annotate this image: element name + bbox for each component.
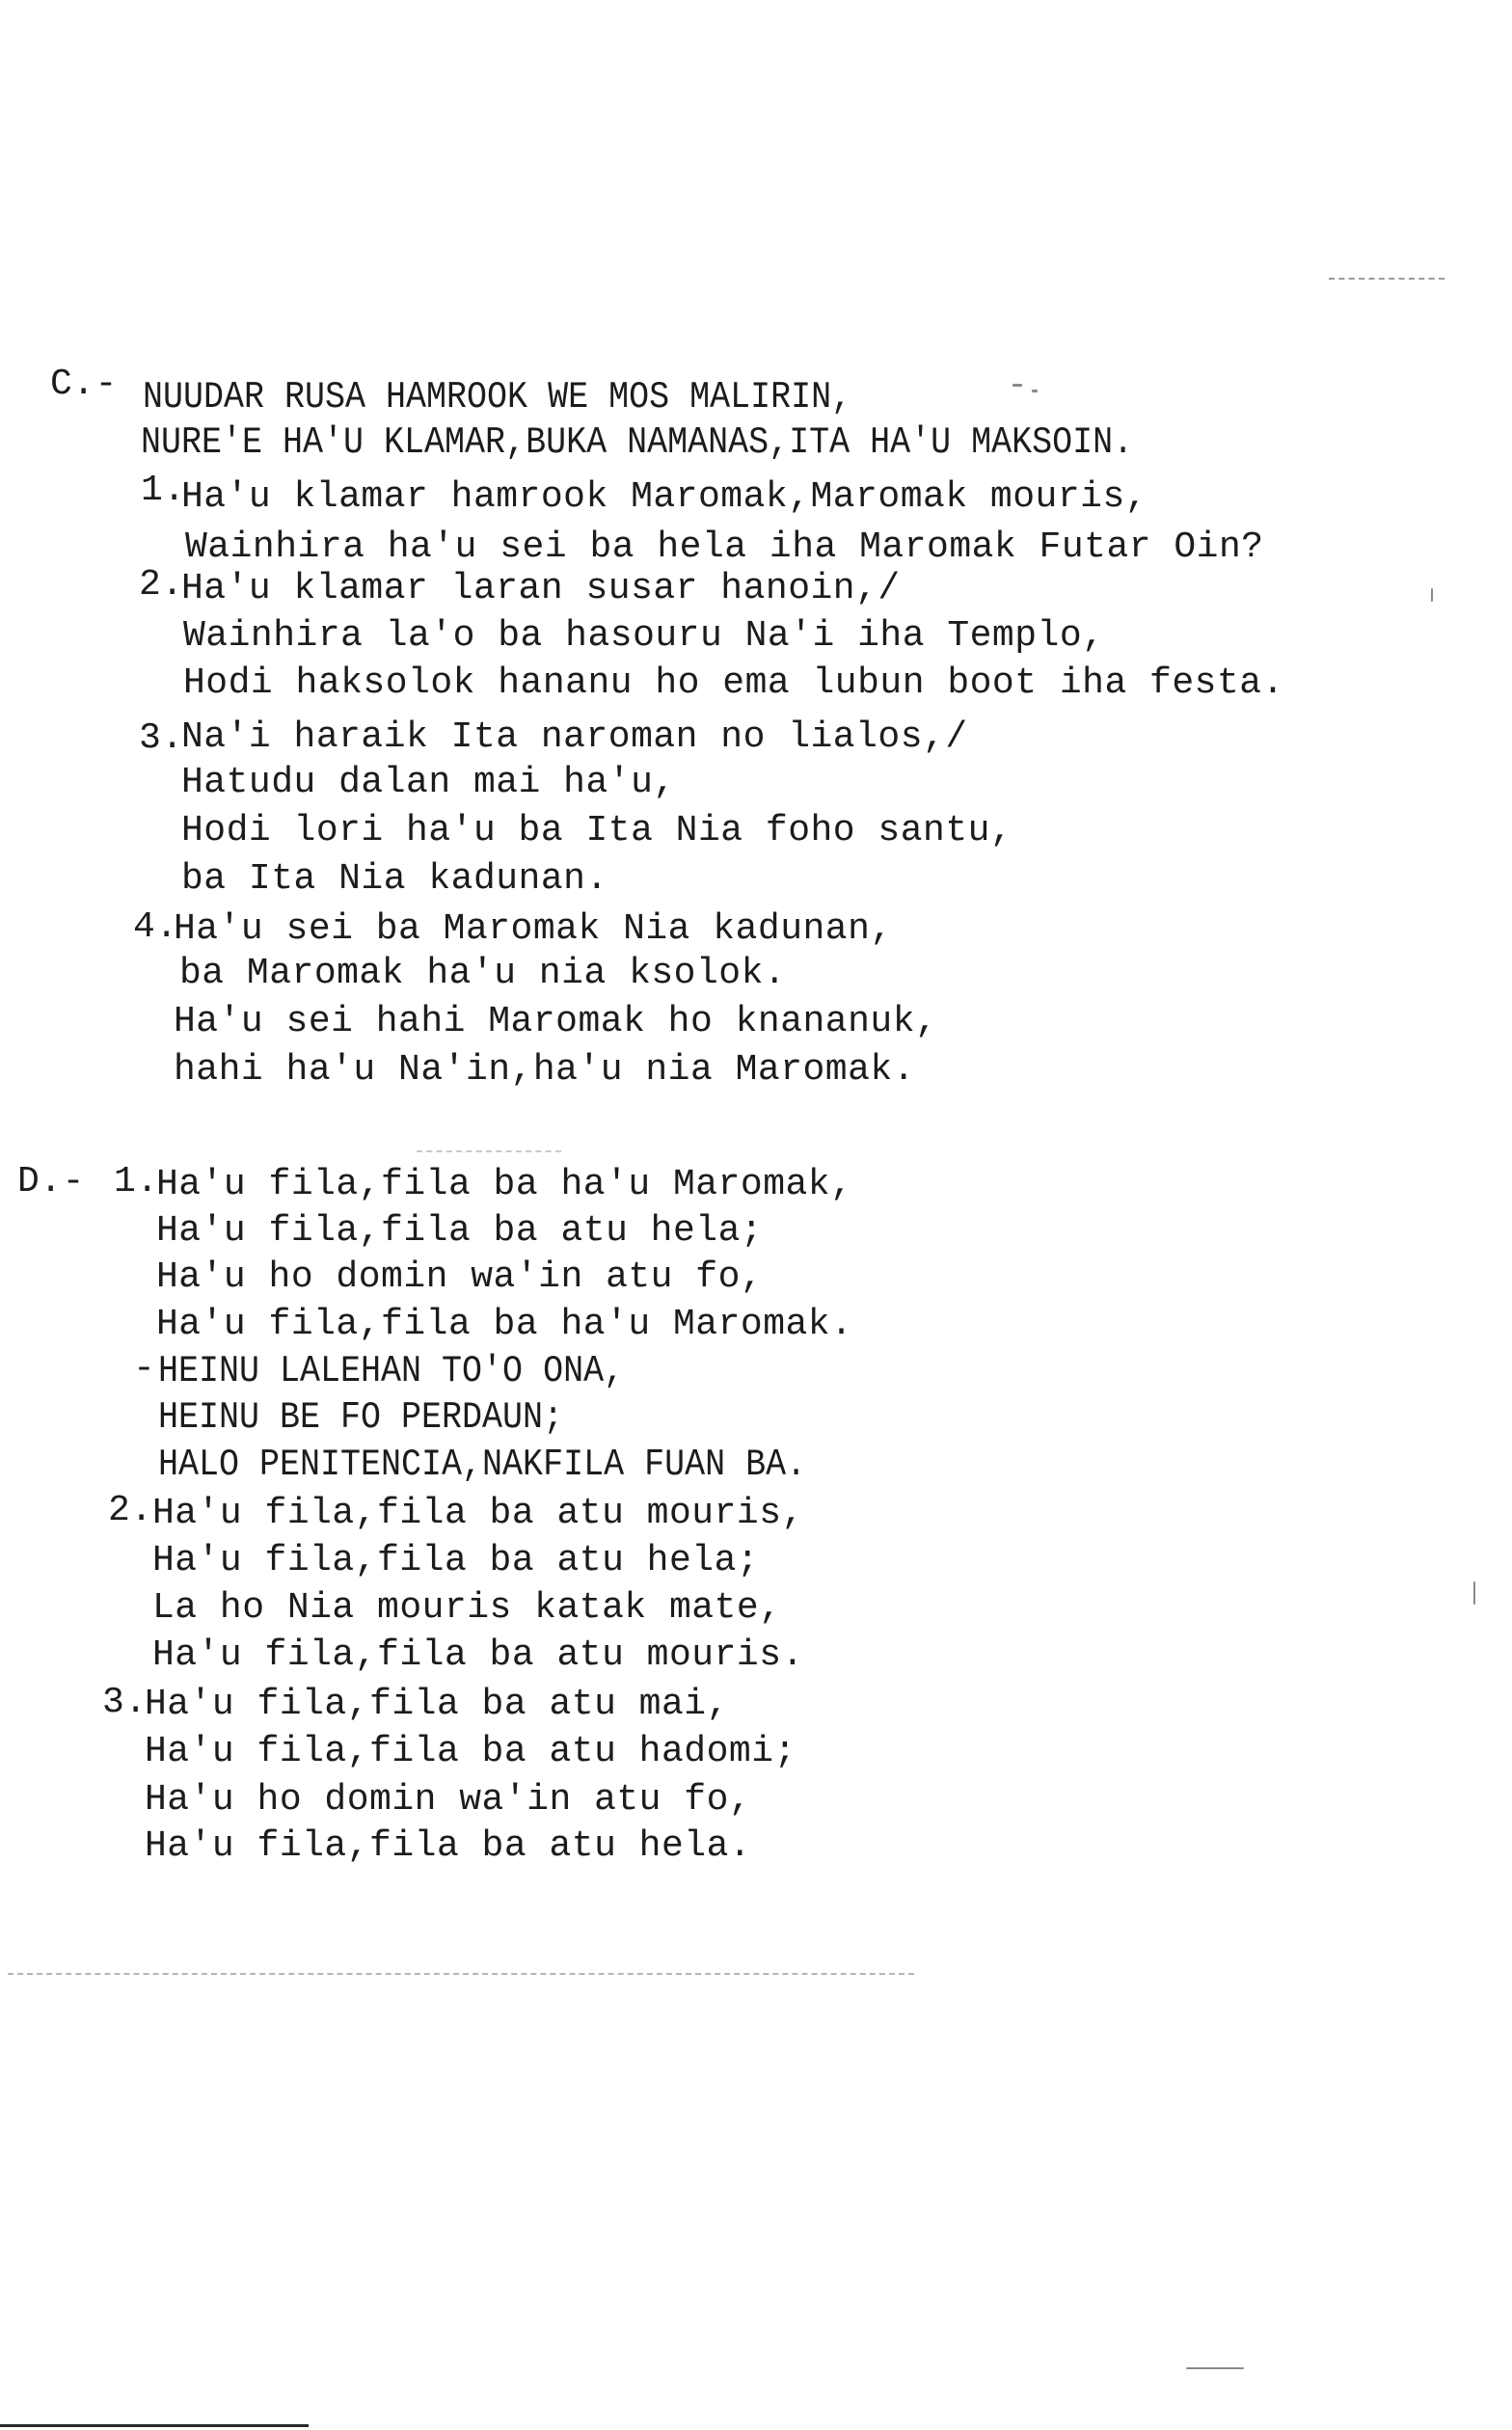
verse-line: Ha'u fila,fila ba ha'u Maromak. — [156, 1304, 853, 1345]
page-bottom-rule — [0, 2424, 309, 2427]
verse-line: ba Ita Nia kadunan. — [181, 858, 608, 900]
verse-number: 3. — [139, 717, 184, 759]
verse-number: 4. — [133, 906, 178, 948]
verse-line: Hodi haksolok hananu ho ema lubun boot iha festa. — [183, 662, 1284, 704]
verse-number: 1. — [114, 1161, 159, 1202]
scan-mark-top — [1329, 278, 1444, 280]
verse-number: 3. — [102, 1682, 148, 1723]
scan-speck — [1431, 588, 1433, 602]
verse-line: Ha'u klamar laran susar hanoin,/ — [181, 568, 901, 609]
section-c-heading-2: NURE'E HA'U KLAMAR,BUKA NAMANAS,ITA HA'U MAKSOIN. — [141, 420, 1134, 465]
refrain-line: HALO PENITENCIA,NAKFILA FUAN BA. — [158, 1443, 807, 1487]
verse-line: Ha'u klamar hamrook Maromak,Maromak mouris, — [181, 476, 1148, 518]
refrain-line: HEINU LALEHAN TO'O ONA, — [158, 1349, 625, 1393]
verse-line: Ha'u fila,fila ba atu mai, — [145, 1684, 729, 1725]
section-d-label: D.- — [17, 1161, 85, 1202]
section-c-heading-1: NUUDAR RUSA HAMROOK WE MOS MALIRIN, — [143, 375, 852, 419]
verse-line: Ha'u sei hahi Maromak ho knananuk, — [174, 1001, 938, 1042]
verse-number: 2. — [108, 1490, 153, 1531]
verse-line: Ha'u fila,fila ba atu hela; — [152, 1540, 760, 1581]
verse-line: Ha'u fila,fila ba atu hela; — [156, 1210, 764, 1252]
verse-line: Hodi lori ha'u ba Ita Nia foho santu, — [181, 810, 1013, 851]
verse-line: hahi ha'u Na'in,ha'u nia Maromak. — [174, 1049, 916, 1091]
section-c-label: C.- — [50, 364, 118, 405]
verse-number: 2. — [139, 564, 184, 606]
scan-speck — [1012, 384, 1022, 387]
verse-line: Na'i haraik Ita naroman no lialos,/ — [181, 716, 968, 758]
verse-line: Wainhira la'o ba hasouru Na'i iha Templo, — [183, 615, 1105, 657]
verse-number: 1. — [141, 470, 186, 511]
verse-line: Ha'u fila,fila ba ha'u Maromak, — [156, 1164, 853, 1205]
verse-line: La ho Nia mouris katak mate, — [152, 1587, 782, 1629]
verse-line: Wainhira ha'u sei ba hela iha Maromak Futar Oin? — [185, 526, 1264, 568]
scan-mark-lower — [8, 1973, 914, 1975]
verse-line: Ha'u fila,fila ba atu mouris, — [152, 1493, 804, 1534]
verse-line: Ha'u ho domin wa'in atu fo, — [145, 1779, 752, 1821]
refrain-dash: - — [133, 1348, 156, 1390]
scan-speck — [1032, 390, 1038, 392]
refrain-line: HEINU BE FO PERDAUN; — [158, 1395, 564, 1440]
verse-line: ba Maromak ha'u nia ksolok. — [179, 953, 787, 994]
verse-line: Ha'u fila,fila ba atu hela. — [145, 1825, 752, 1867]
verse-line: Ha'u fila,fila ba atu hadomi; — [145, 1731, 796, 1772]
section-separator — [417, 1150, 561, 1152]
scan-speck — [1186, 2367, 1244, 2369]
scan-speck — [1473, 1581, 1475, 1605]
verse-line: Ha'u sei ba Maromak Nia kadunan, — [174, 908, 893, 950]
verse-line: Ha'u ho domin wa'in atu fo, — [156, 1256, 764, 1298]
verse-line: Hatudu dalan mai ha'u, — [181, 762, 676, 803]
verse-line: Ha'u fila,fila ba atu mouris. — [152, 1634, 804, 1676]
